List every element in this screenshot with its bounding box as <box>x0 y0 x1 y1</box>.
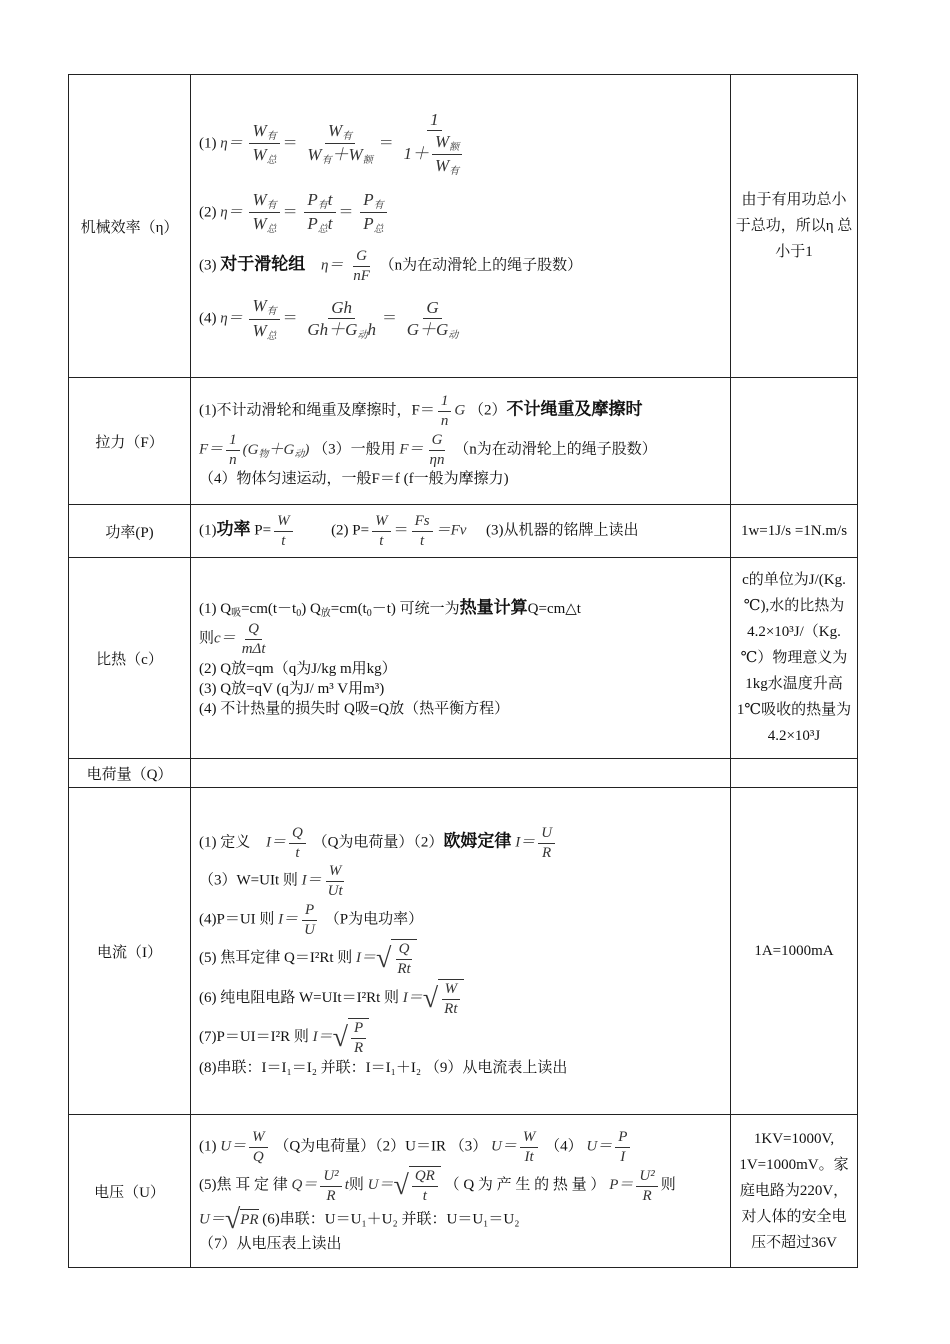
row-name: 电流（I） <box>69 788 191 1115</box>
formula-line: (1) η＝ $\frac{W_有}{W_总}$ ＝ $\frac{W_有}{W_有+W_额}$ ＝ 1 1＋ $\frac{W_额}{W_有}$ <box>199 109 724 179</box>
formula-line: (5)焦 耳 定 律 Q＝ $\frac{\text{U²}}{R}$ t则 U＝ √ $\frac{QR}{t}$ （ Q 为 产 生 的 热 量 ） P＝ $\frac{\text{U²}}{R}$ 则 <box>199 1167 676 1205</box>
formula-cell <box>191 788 731 1115</box>
formula-line: (1) U＝ $\frac{W}{Q}$ （Q为电荷量）（2）U＝IR （3） U＝ $\frac{W}{It}$ （4） U＝ $\frac{P}{I}$ <box>199 1128 724 1167</box>
table-row-power <box>69 505 858 558</box>
formula-line: (1) $Q_吸=cm(t-t_0)$ $Q_放=cm(t_0-t)$ 可统一为热量计算Q=cm△t <box>199 597 581 619</box>
formula-line: （3）W=UIt 则 I＝ $\frac{W}{Ut}$ <box>199 863 343 900</box>
physics-formula-table <box>68 74 858 1268</box>
formula-line: 则c＝ $\frac{Q}{\text{mΔt}}$ <box>199 621 266 657</box>
formula-line: (2) Q放=qm（q为J/kg m用kg） <box>199 660 397 677</box>
formula-cell <box>191 505 731 558</box>
table-row-efficiency <box>69 75 858 378</box>
formula-line: (4) η＝ $\frac{W_有}{W_总}$ ＝ $\frac{Gh}{Gh+G_动h}$ ＝ $\frac{G}{G+G_动}$ <box>199 296 459 342</box>
row-note: 1w=1J/s =1N.m/s <box>731 505 858 558</box>
row-name: 电压（U） <box>69 1115 191 1268</box>
formula-line: (2) η＝ $\frac{W_有}{W_总}$ ＝ $\frac{P_有t}{P_总t}$ ＝ $\frac{P_有}{P_总}$ <box>199 189 724 237</box>
formula-line: (3) 对于滑轮组 η＝ $\frac{G}{nF}$ （n为在动滑轮上的绳子股数） <box>199 247 583 284</box>
table-row-heat <box>69 558 858 759</box>
formula-line: （4）物体匀速运动，一般F＝f (f一般为摩擦力) <box>199 471 509 488</box>
row-name: 拉力（F） <box>69 378 191 505</box>
formula-cell <box>191 558 731 759</box>
table-row-voltage <box>69 1115 858 1268</box>
row-note: 由于有用功总小于总功，所以η 总小于1 <box>731 75 858 378</box>
row-name: 电荷量（Q） <box>69 759 191 788</box>
formula-line: (1)功率 P= $\frac{W}{t}$ (2) P= $\frac{W}{t}$ ＝ $\frac{Fs}{t}$ ＝Fv (3)从机器的铭牌上读出 <box>199 512 639 549</box>
row-note <box>731 378 858 505</box>
row-note <box>731 759 858 788</box>
row-name: 比热（c） <box>69 558 191 759</box>
formula-line: F＝ $\frac{1}{n}$ $(G_物+G_动)$ （3）一般用 F＝ $\frac{G}{\eta n}$ （n为在动滑轮上的绳子股数） <box>199 431 657 468</box>
formula-line: (3) Q放=qV (q为J/ m³ V用m³) <box>199 680 385 697</box>
formula-line: (4) 不计热量的损失时 Q吸=Q放（热平衡方程） <box>199 701 510 718</box>
formula-line: U＝ √ PR (6)串联：U＝U₁＋U₂ 并联：U＝U₁＝U₂ <box>199 1203 520 1235</box>
formula-cell <box>191 1115 731 1268</box>
row-note: c的单位为J/(Kg.℃),水的比热为4.2×10³J/（Kg.℃）物理意义为1kg水温度升高1℃吸收的热量为4.2×10³J <box>731 558 858 759</box>
formula-line: (5) 焦耳定律 Q＝I²Rt 则 I＝ √ $\frac{Q}{Rt}$ <box>199 939 724 979</box>
formula-cell <box>191 378 731 505</box>
formula-line: （7）从电压表上读出 <box>199 1235 342 1252</box>
formula-cell <box>191 75 731 378</box>
formula-line: (4)P＝UI 则 I＝ $\frac{P}{U}$ （P为电功率） <box>199 901 424 938</box>
formula-cell <box>191 759 731 788</box>
row-name: 功率(P) <box>69 505 191 558</box>
table-row-charge <box>69 759 858 788</box>
formula-line: (1) 定义 I＝ $\frac{Q}{t}$ （Q为电荷量）（2）欧姆定律 I＝ $\frac{U}{R}$ <box>199 824 724 863</box>
formula-line: (1)不计动滑轮和绳重及摩擦时，F＝ $\frac{1}{n}$ G （2）不计绳重及摩擦时 <box>199 393 643 430</box>
row-name: 机械效率（η） <box>69 75 191 378</box>
formula-line: (6) 纯电阻电路 W=UIt＝I²Rt 则 I＝ √ $\frac{W}{Rt}$ <box>199 979 724 1019</box>
formula-line: (7)P＝UI＝I²R 则 I＝ √ $\frac{P}{R}$ <box>199 1018 724 1058</box>
row-note: 1A=1000mA <box>731 788 858 1115</box>
row-note: 1KV=1000V, 1V=1000mV。家庭电路为220V，对人体的安全电压不超过36V <box>731 1115 858 1268</box>
table-row-force <box>69 378 858 505</box>
formula-line: (8)串联：I＝I₁＝I₂ 并联：I＝I₁＋I₂ （9）从电流表上读出 <box>199 1059 568 1076</box>
table-row-current <box>69 788 858 1115</box>
